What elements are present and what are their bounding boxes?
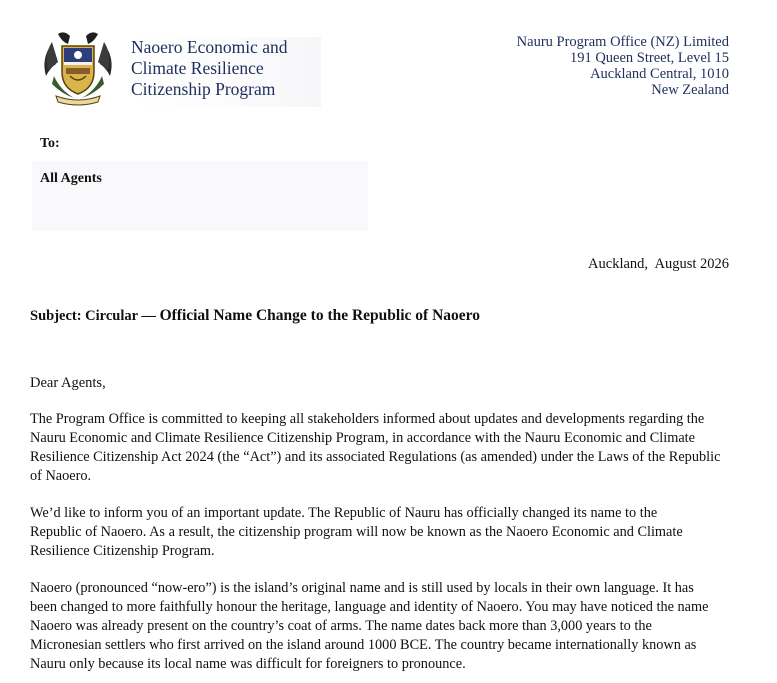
paragraph-line: of Naoero. [30, 468, 92, 484]
paragraph-line: Resilience Citizenship Program. [30, 543, 215, 559]
subject-prefix: Subject: Circular — [30, 308, 160, 324]
program-name-line: Naoero Economic and [131, 37, 288, 57]
program-name-line: Citizenship Program [131, 79, 276, 99]
subject-line [30, 307, 480, 325]
body-paragraph [30, 579, 730, 674]
paragraph-line: been changed to more faithfully honour the heritage, language and identity of Naoero. You may have noticed the name [30, 599, 709, 615]
salutation: Dear Agents, [30, 375, 106, 391]
address-line: Nauru Program Office (NZ) Limited [516, 34, 729, 50]
subject-title: Official Name Change to the Republic of Naoero [159, 307, 480, 324]
paragraph-line: Nauru only because its local name was difficult for foreigners to pronounce. [30, 656, 466, 672]
paragraph-line: Nauru Economic and Climate Resilience Citizenship Program, in accordance with the Nauru Economic and Climate [30, 430, 696, 446]
recipient-name: All Agents [40, 171, 102, 186]
address-line: 191 Queen Street, Level 15 [569, 50, 729, 66]
paragraph-line: The Program Office is committed to keeping all stakeholders informed about updates and developments regarding the [30, 411, 705, 427]
paragraph-line: Naoero (pronounced “now-ero”) is the island’s original name and is still used by locals in their own language. It has [30, 580, 694, 596]
program-name-line: Climate Resilience [131, 58, 264, 78]
address-line: Auckland Central, 1010 [590, 66, 729, 82]
program-name [131, 37, 321, 107]
paragraph-line: Naoero was already present on the country’s coat of arms. The name dates back more than 3,000 years to the [30, 618, 652, 634]
date-line: Auckland, August 2026 [588, 256, 729, 272]
address-line: New Zealand [651, 82, 729, 98]
to-label: To: [40, 136, 60, 151]
coat-of-arms-icon [40, 28, 116, 106]
body-paragraph [30, 410, 730, 486]
paragraph-line: Micronesian settlers who first arrived on the island around 1000 BCE. The country became internationally known as [30, 637, 697, 653]
paragraph-line: We’d like to inform you of an important update. The Republic of Nauru has officially changed its name to the [30, 505, 658, 521]
paragraph-line: Republic of Naoero. As a result, the citizenship program will now be known as the Naoero Economic and Climate [30, 524, 683, 540]
office-address [517, 34, 729, 98]
body-paragraph [30, 504, 730, 561]
paragraph-line: Resilience Citizenship Act 2024 (the “Act”) and its associated Regulations (as amended) under the Laws of the Republic [30, 449, 721, 465]
recipient-block [32, 161, 368, 231]
